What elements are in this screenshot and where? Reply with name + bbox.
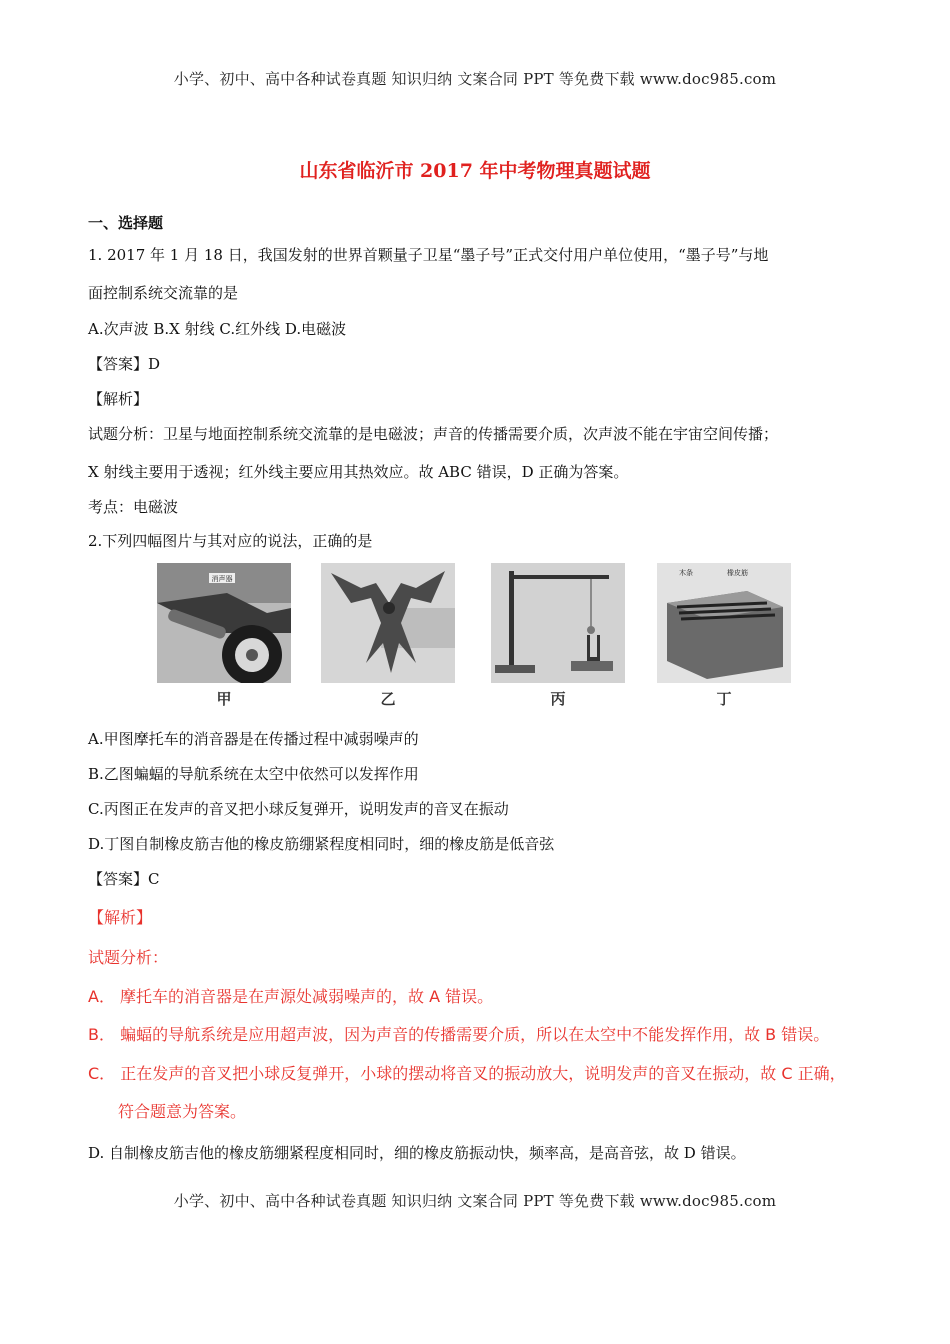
q2-analysis-label: 【解析】 <box>88 908 153 927</box>
q2-analysis-c2: 符合题意为答案。 <box>118 1102 247 1121</box>
q1-answer: 【答案】D <box>88 355 161 373</box>
q2-figures <box>157 563 797 711</box>
bat-image <box>321 563 455 683</box>
caption-yi: 乙 <box>380 690 396 708</box>
figure-yi <box>321 563 455 711</box>
q2-analysis-b: B． 蝙蝠的导航系统是应用超声波，因为声音的传播需要介质，所以在太空中不能发挥作用，故 B 错误。 <box>88 1025 830 1044</box>
rubber-band-label: 橡皮筋 <box>727 569 748 577</box>
q1-options: A.次声波 B.X 射线 C.红外线 D.电磁波 <box>88 320 347 338</box>
figure-ding <box>657 563 791 711</box>
q2-stem: 2.下列四幅图片与其对应的说法，正确的是 <box>88 532 373 550</box>
q2-answer: 【答案】C <box>88 870 160 888</box>
caption-bing: 丙 <box>550 690 566 708</box>
q2-analysis-c1: C． 正在发声的音叉把小球反复弹开，小球的摆动将音叉的振动放大，说明发声的音叉在振动，故 C 正确， <box>88 1064 846 1083</box>
q2-option-b: B.乙图蝙蝠的导航系统在太空中依然可以发挥作用 <box>88 765 419 783</box>
q2-analysis-a: A． 摩托车的消音器是在声源处减弱噪声的，故 A 错误。 <box>88 987 494 1006</box>
q1-kaodian: 考点：电磁波 <box>88 498 179 516</box>
q1-stem-line2: 面控制系统交流靠的是 <box>88 284 239 302</box>
motorcycle-image <box>157 563 291 683</box>
q1-analysis-label: 【解析】 <box>88 390 149 408</box>
wood-strip-label: 木条 <box>679 569 693 577</box>
q2-analysis-intro: 试题分析： <box>88 948 169 967</box>
caption-ding: 丁 <box>716 690 732 708</box>
page-footer: 小学、初中、高中各种试卷真题 知识归纳 文案合同 PPT 等免费下载 www.doc985.com <box>173 1192 777 1210</box>
q1-stem-line1: 1. 2017 年 1 月 18 日，我国发射的世界首颗量子卫星“墨子号”正式交付用户单位使用，“墨子号”与地 <box>88 246 769 264</box>
muffler-label: 消声器 <box>211 575 233 583</box>
figure-bing <box>491 563 625 711</box>
q2-option-d: D.丁图自制橡皮筋吉他的橡皮筋绷紧程度相同时，细的橡皮筋是低音弦 <box>88 835 555 853</box>
q2-option-a: A.甲图摩托车的消音器是在传播过程中减弱噪声的 <box>88 730 419 748</box>
tuning-fork-image <box>491 563 625 683</box>
page-title: 山东省临沂市 2017 年中考物理真题试题 <box>299 160 651 182</box>
q2-option-c: C.丙图正在发声的音叉把小球反复弹开，说明发声的音叉在振动 <box>88 800 509 818</box>
section-heading: 一、选择题 <box>88 214 164 232</box>
q2-analysis-d: D. 自制橡皮筋吉他的橡皮筋绷紧程度相同时，细的橡皮筋振动快，频率高，是高音弦，故 D 错误。 <box>88 1144 746 1162</box>
q1-analysis-line1: 试题分析：卫星与地面控制系统交流靠的是电磁波；声音的传播需要介质，次声波不能在宇宙空间传播； <box>88 425 779 443</box>
page-header: 小学、初中、高中各种试卷真题 知识归纳 文案合同 PPT 等免费下载 www.doc985.com <box>173 70 777 88</box>
q1-analysis-line2: X 射线主要用于透视；红外线主要应用其热效应。故 ABC 错误，D 正确为答案。 <box>88 463 629 481</box>
rubber-band-guitar-image <box>657 563 791 683</box>
figure-jia <box>157 563 291 711</box>
caption-jia: 甲 <box>216 690 232 708</box>
